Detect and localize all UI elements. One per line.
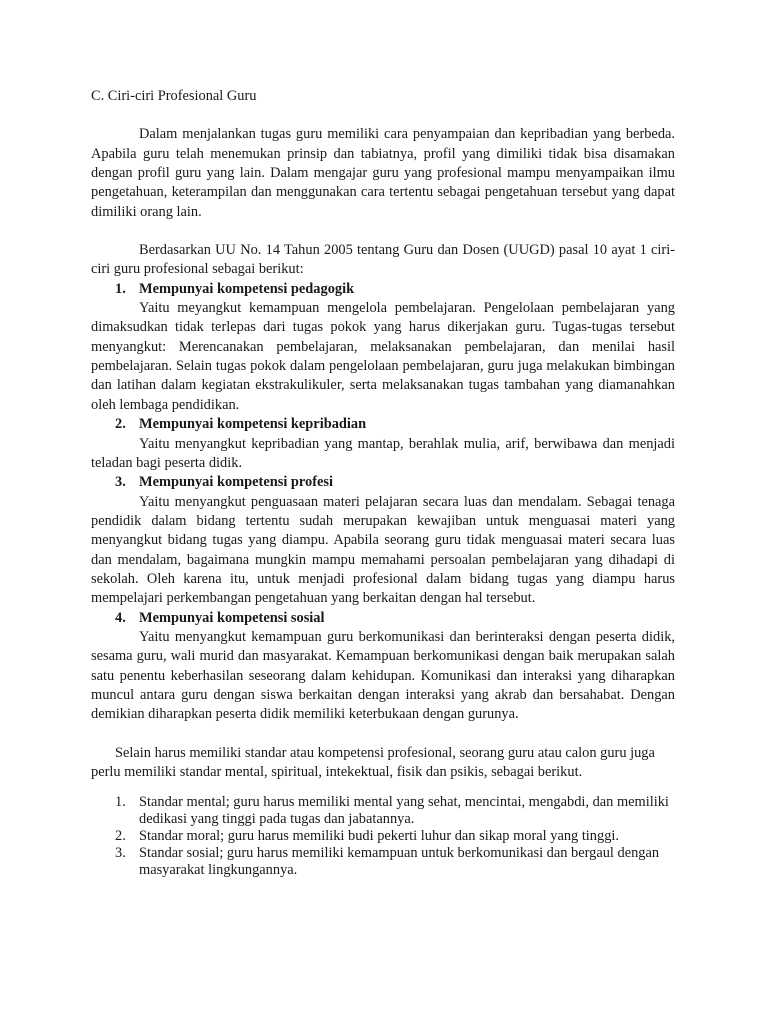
standard-item (91, 845, 675, 879)
competency-title-text: Mempunyai kompetensi sosial (139, 609, 325, 626)
standard-item (91, 794, 675, 828)
competency-number: 3. (115, 474, 126, 491)
competency-item (91, 609, 675, 725)
intro-paragraph: Dalam menjalankan tugas guru memiliki cara penyampaian dan kepribadian yang berbeda. Apabila guru telah menemukan prinsip dan tabiatnya, profil yang dimiliki tidak bisa disamakan dengan profil guru yang lain. Dalam mengajar guru yang profesional mampu menyampaikan ilmu pengetahuan, keterampilan dan menggunakan cara tertentu sebagai pengetahuan tersebut yang dapat dimiliki orang lain. (91, 126, 675, 220)
standard-text: Standar mental; guru harus memiliki mental yang sehat, mencintai, mengabdi, dan memiliki dedikasi yang tinggi pada tugas dan jabatannya. (139, 794, 669, 828)
competency-list (91, 280, 675, 725)
competency-title (91, 473, 675, 492)
standard-number: 1. (115, 794, 126, 811)
competency-description: Yaitu menyangkut kepribadian yang mantap, berahlak mulia, arif, berwibawa dan menjadi teladan bagi peserta didik. (91, 435, 675, 471)
standard-number: 3. (115, 845, 126, 862)
standard-text: Standar sosial; guru harus memiliki kemampuan untuk berkomunikasi dan bergaul dengan masyarakat lingkungannya. (139, 845, 660, 879)
competency-description: Yaitu meyangkut kemampuan mengelola pembelajaran. Pengelolaan pembelajaran yang dimaksudkan tidak terlepas dari tugas pokok yang harus dikerjakan guru. Tugas-tugas tersebut menyangkut: Merencanakan pembelajaran, melaksanakan pembelajaran, dan menilai hasil pembelajaran. Selain tugas pokok dalam pengelolaan pembelajaran, guru juga melakukan bimbingan dan latihan dalam kegiatan ekstrakulikuler, serta melaksanakan tugas tambahan yang diamanahkan oleh lembaga pendidikan. (91, 300, 675, 413)
competency-description: Yaitu menyangkut kemampuan guru berkomunikasi dan berinteraksi dengan peserta didik, sesama guru, wali murid dan masyarakat. Kemampuan berkomunikasi dengan baik merupakan salah satu penentu keberhasilan seseorang dalam kehidupan. Komunikasi dan interaksi yang diharapkan muncul antara guru dengan siswa berkaitan dengan interaksi yang akrab dan bersahabat. Dengan demikian diharapkan peserta didik memiliki keterbukaan dengan gurunya. (91, 628, 675, 723)
competency-number: 1. (115, 280, 126, 297)
competency-item (91, 473, 675, 608)
paragraph-spacer (91, 725, 675, 744)
competency-title-text: Mempunyai kompetensi pedagogik (139, 280, 355, 297)
standard-number: 2. (115, 828, 126, 845)
paragraph-spacer (91, 782, 675, 794)
competency-item (91, 280, 675, 415)
competency-title (91, 280, 675, 299)
standard-text: Standar moral; guru harus memiliki budi pekerti luhur dan sikap moral yang tinggi. (139, 828, 619, 845)
section-heading: C. Ciri-ciri Profesional Guru (91, 88, 257, 104)
competency-title (91, 609, 675, 628)
competency-description: Yaitu menyangkut penguasaan materi pelajaran secara luas dan mendalam. Sebagai tenaga pendidik dalam bidang tertentu sudah merupakan kewajiban untuk menguasai materi yang menyangkut bidang tugas yang diampu. Apabila seorang guru tidak menguasai materi secara luas dan mendalam, bagaimana mungkin mampu memahami persoalan pembelajaran yang dihadapi di sekolah. Oleh karena itu, untuk menjadi profesional dalam bidang tugas yang diampu harus mempelajari perkembangan pengetahuan yang berkaitan dengan hal tersebut. (91, 493, 675, 607)
standard-item (91, 828, 675, 845)
competency-title-text: Mempunyai kompetensi kepribadian (139, 416, 367, 433)
competency-title (91, 415, 675, 434)
standards-list (91, 794, 675, 879)
uugd-paragraph: Berdasarkan UU No. 14 Tahun 2005 tentang Guru dan Dosen (UUGD) pasal 10 ayat 1 ciri-ciri guru profesional sebagai berikut: (91, 242, 675, 278)
competency-title-text: Mempunyai kompetensi profesi (139, 474, 334, 491)
standards-intro-paragraph: Selain harus memiliki standar atau kompetensi profesional, seorang guru atau calon guru juga perlu memiliki standar mental, spiritual, intekektual, fisik dan psikis, sebagai berikut. (91, 744, 655, 780)
competency-number: 2. (115, 416, 126, 433)
document-body (91, 87, 675, 879)
competency-item (91, 415, 675, 473)
competency-number: 4. (115, 609, 126, 626)
paragraph-spacer (91, 222, 675, 241)
